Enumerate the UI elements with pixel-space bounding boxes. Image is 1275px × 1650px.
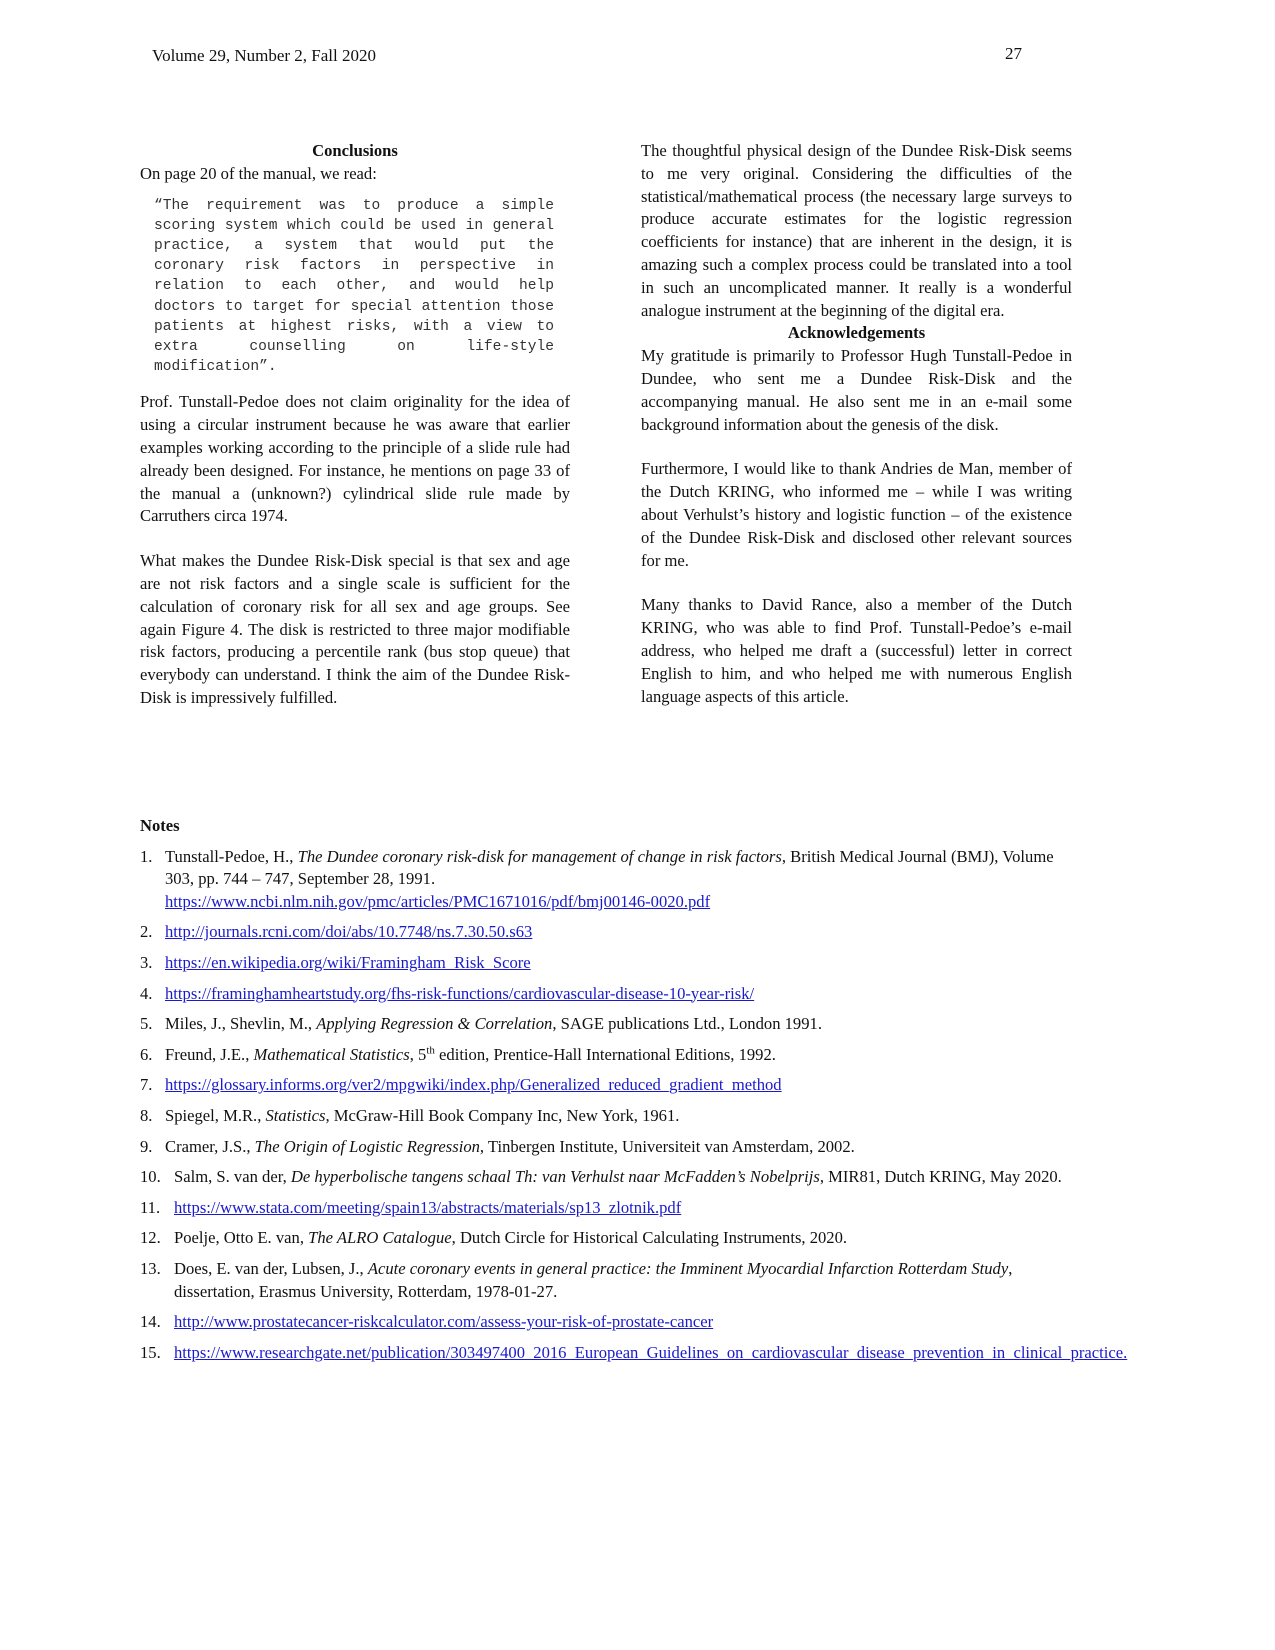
running-head: Volume 29, Number 2, Fall 2020 xyxy=(152,46,376,65)
note-authors: Freund, J.E., xyxy=(165,1044,254,1064)
note-number: 12. xyxy=(140,1228,161,1248)
note-number: 14. xyxy=(140,1312,161,1332)
note-item xyxy=(140,1136,1075,1159)
note-text xyxy=(174,1197,1075,1220)
notes-list xyxy=(140,846,1128,1365)
note-authors: Cramer, J.S., xyxy=(165,1136,255,1156)
note-item xyxy=(140,846,1075,914)
note-item xyxy=(140,1197,1075,1220)
note-number: 4. xyxy=(140,983,153,1003)
note-text xyxy=(165,846,1075,914)
note-number: 9. xyxy=(140,1136,153,1156)
quote-intro: On page 20 of the manual, we read: xyxy=(140,163,377,183)
note-text xyxy=(174,1166,1075,1189)
note-item xyxy=(140,1258,1075,1303)
note-number: 11. xyxy=(140,1197,161,1217)
note-text xyxy=(174,1258,1075,1303)
note-text xyxy=(165,1044,1075,1067)
note-title: Mathematical Statistics xyxy=(253,1044,410,1064)
paragraph: Prof. Tunstall-Pedoe does not claim originality for the idea of using a circular instrument because he was aware that earlier examples working according to the principle of a slide rule had already been designed. For instance, he mentions on page 33 of the manual a (unknown?) cylindrical slide rule made by Carruthers circa 1974. xyxy=(140,392,570,526)
manual-quote: “The requirement was to produce a simple scoring system which could be used in general practice, a system that would put the coronary risk factors in perspective in relation to each other, and would help doctors to target for special attention those patients at highest risks, with a view to extra counselling on life-style modification”. xyxy=(154,197,554,376)
right-column xyxy=(641,140,1072,708)
note-number: 13. xyxy=(140,1258,161,1278)
note-title: Acute coronary events in general practice: the Imminent Myocardial Infarction Rotterdam Study xyxy=(367,1258,1009,1278)
note-text xyxy=(174,1342,1127,1365)
note-link[interactable]: https://en.wikipedia.org/wiki/Framingham_Risk_Score xyxy=(165,952,531,972)
note-text xyxy=(165,1105,1075,1128)
note-number: 15. xyxy=(140,1342,161,1362)
note-authors: Does, E. van der, Lubsen, J., xyxy=(174,1258,368,1278)
note-text xyxy=(165,983,1075,1006)
note-detail: , dissertation, Erasmus University, Rotterdam, 1978-01-27. xyxy=(174,1258,1013,1301)
note-number: 8. xyxy=(140,1105,153,1125)
note-link[interactable]: https://glossary.informs.org/ver2/mpgwiki/index.php/Generalized_reduced_gradient_method xyxy=(165,1075,782,1095)
note-detail: edition, Prentice-Hall International Editions, 1992. xyxy=(434,1044,776,1064)
note-number: 2. xyxy=(140,922,153,942)
note-item xyxy=(140,1105,1075,1128)
note-number: 10. xyxy=(140,1167,161,1187)
acknowledgements-heading: Acknowledgements xyxy=(787,323,926,343)
note-link[interactable]: https://www.ncbi.nlm.nih.gov/pmc/articles/PMC1671016/pdf/bmj00146-0020.pdf xyxy=(165,891,711,911)
note-detail: , British Medical Journal (BMJ), Volume 303, pp. 744 – 747, September 28, 1991. xyxy=(165,846,1054,889)
note-link[interactable]: https://www.stata.com/meeting/spain13/abstracts/materials/sp13_zlotnik.pdf xyxy=(174,1197,682,1217)
note-item xyxy=(140,1166,1075,1189)
ack-paragraph: My gratitude is primarily to Professor Hugh Tunstall-Pedoe in Dundee, who sent me a Dundee Risk-Disk and the accompanying manual. He also sent me in an e-mail some background information about the genesis of the disk. xyxy=(641,346,1072,434)
note-title: Statistics xyxy=(265,1105,326,1125)
note-link[interactable]: http://www.prostatecancer-riskcalculator.com/assess-your-risk-of-prostate-cancer xyxy=(174,1312,714,1332)
note-text xyxy=(165,1136,1075,1159)
note-title: The ALRO Catalogue xyxy=(308,1228,452,1248)
note-number: 1. xyxy=(140,846,153,866)
notes-section xyxy=(140,815,1128,1372)
left-column xyxy=(140,140,570,710)
note-detail: , 5 xyxy=(409,1044,427,1064)
note-text xyxy=(165,1013,1075,1036)
note-superscript: th xyxy=(426,1044,435,1057)
note-item xyxy=(140,921,1075,944)
paragraph: The thoughtful physical design of the Dundee Risk-Disk seems to me very original. Considering the difficulties of the statistical/mathematical process (the necessary large surveys to produce accurate estimates for the logistic regression coefficients for instance) that are inherent in the design, it is amazing such a complex process could be translated into a tool in such an uncomplicated manner. It really is a wonderful analogue instrument at the beginning of the digital era. xyxy=(641,141,1072,320)
note-authors: Poelje, Otto E. van, xyxy=(174,1228,309,1248)
ack-paragraph: Furthermore, I would like to thank Andries de Man, member of the Dutch KRING, who informed me – while I was writing about Verhulst’s history and logistic function – of the existence of the Dundee Risk-Disk and disclosed other relevant sources for me. xyxy=(641,459,1072,570)
note-item xyxy=(140,1044,1075,1067)
note-link[interactable]: https://framinghamheartstudy.org/fhs-risk-functions/cardiovascular-disease-10-year-risk/ xyxy=(165,983,755,1003)
note-authors: Spiegel, M.R., xyxy=(165,1105,266,1125)
note-detail: , McGraw-Hill Book Company Inc, New York, 1961. xyxy=(325,1105,680,1125)
note-number: 5. xyxy=(140,1014,153,1034)
note-detail: , Dutch Circle for Historical Calculating Instruments, 2020. xyxy=(451,1228,848,1248)
note-title: De hyperbolische tangens schaal Th: van Verhulst naar McFadden’s Nobelprijs xyxy=(290,1167,820,1187)
note-link[interactable]: http://journals.rcni.com/doi/abs/10.7748/ns.7.30.50.s63 xyxy=(165,922,533,942)
note-item xyxy=(140,1074,1075,1097)
ack-paragraph: Many thanks to David Rance, also a member of the Dutch KRING, who was able to find Prof. Tunstall-Pedoe’s e-mail address, who helped me draft a (successful) letter in correct English to him, and who helped me with numerous English language aspects of this article. xyxy=(641,595,1072,706)
note-text xyxy=(165,1074,1075,1097)
note-title: The Dundee coronary risk-disk for management of change in risk factors xyxy=(297,846,782,866)
page-number: 27 xyxy=(1005,44,1022,63)
note-detail: , SAGE publications Ltd., London 1991. xyxy=(552,1014,822,1034)
note-item xyxy=(140,1013,1075,1036)
note-link[interactable]: https://www.researchgate.net/publication/303497400_2016_European_Guidelines_on_cardiovascular_disease_prevention_in_clinical_practice. xyxy=(174,1342,1128,1362)
note-item xyxy=(140,1227,1075,1250)
note-text xyxy=(174,1311,1075,1334)
note-number: 7. xyxy=(140,1075,153,1095)
note-text xyxy=(165,952,1075,975)
conclusions-heading: Conclusions xyxy=(312,141,398,160)
note-authors: Tunstall-Pedoe, H., xyxy=(165,846,298,866)
note-number: 3. xyxy=(140,952,153,972)
note-number: 6. xyxy=(140,1044,153,1064)
note-item xyxy=(140,983,1075,1006)
note-title: The Origin of Logistic Regression xyxy=(254,1136,480,1156)
note-detail: , Tinbergen Institute, Universiteit van Amsterdam, 2002. xyxy=(479,1136,855,1156)
note-item xyxy=(140,952,1075,975)
paragraph: What makes the Dundee Risk-Disk special is that sex and age are not risk factors and a single scale is sufficient for the calculation of coronary risk for all sex and age groups. See again Figure 4. The disk is restricted to three major modifiable risk factors, producing a percentile rank (bus stop queue) that everybody can understand. I think the aim of the Dundee Risk-Disk is impressively fulfilled. xyxy=(140,551,570,707)
note-title: Applying Regression & Correlation xyxy=(316,1014,553,1034)
note-text xyxy=(174,1227,1075,1250)
note-item xyxy=(140,1311,1075,1334)
notes-heading: Notes xyxy=(140,816,180,835)
note-authors: Salm, S. van der, xyxy=(174,1167,291,1187)
note-detail: , MIR81, Dutch KRING, May 2020. xyxy=(819,1167,1062,1187)
note-item xyxy=(140,1342,1128,1365)
note-text xyxy=(165,921,1075,944)
note-authors: Miles, J., Shevlin, M., xyxy=(165,1014,317,1034)
